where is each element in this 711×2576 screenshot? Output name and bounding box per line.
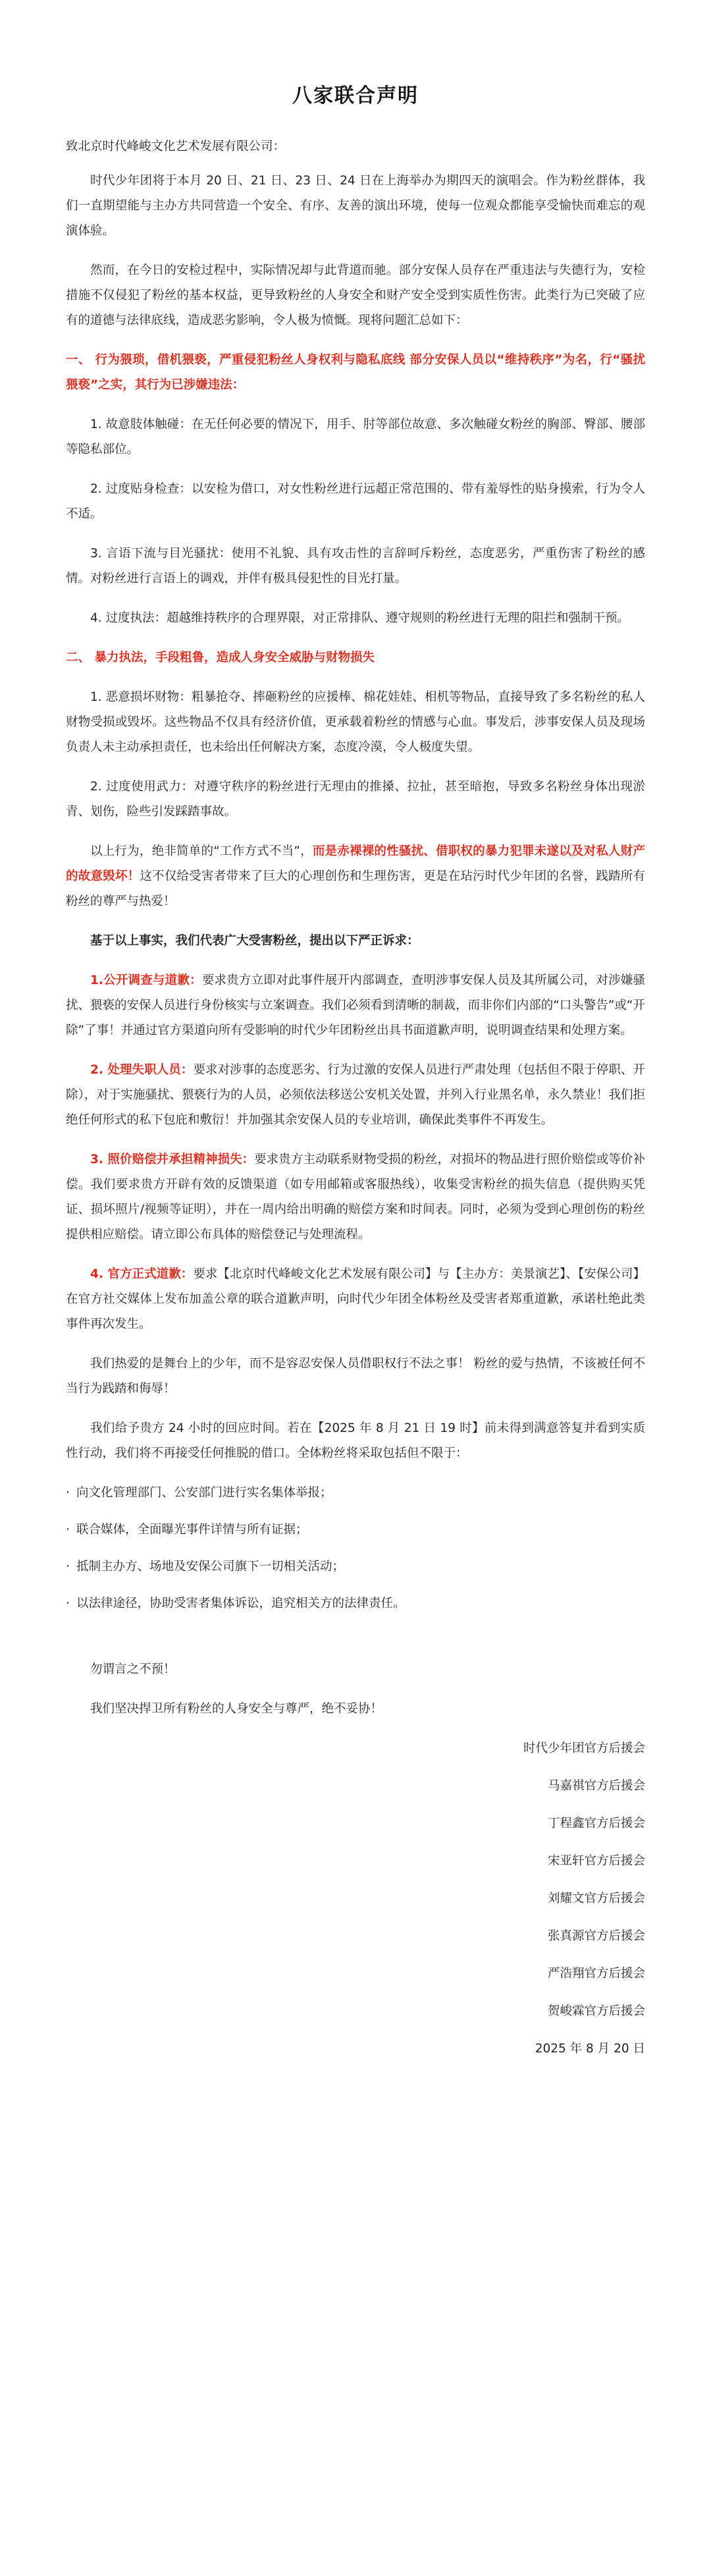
signatory: 严浩翔官方后援会 — [547, 1967, 645, 1981]
summary-highlight: 而是赤裸裸的性骚扰、借职权的暴力犯罪未遂以及对私人财产的故意毁坏！ — [66, 844, 646, 883]
bullet-dot-icon: · — [66, 1597, 70, 1610]
signature-block — [66, 1736, 645, 2062]
list-item: 2. 过度使用武力：对遵守秩序的粉丝进行无理由的推搡、拉扯，甚至暗抱，导致多名粉丝身体出现淤青、划伤，险些引发踩踏事故。 — [66, 780, 645, 819]
demand-text: 要求贵方主动联系财物受损的粉丝，对损坏的物品进行照价赔偿或等价补偿。我们要求贵方开辟有效的反馈渠道（如专用邮箱或客服热线），收集受害粉丝的损失信息（提供购买凭证、损坏照片/视频等证明），并在一周内给出明确的赔偿方案和时间表。同时，必须为受到心理创伤的粉丝提供相应赔偿。请立即公布具体的赔偿登记与处理流程。 — [66, 1153, 645, 1242]
signatory: 贺峻霖官方后援会 — [547, 2004, 645, 2018]
signatory: 马嘉祺官方后援会 — [547, 1779, 645, 1793]
demands-intro: 基于以上事实，我们代表广大受害粉丝，提出以下严正诉求： — [90, 934, 419, 948]
final-line: 我们坚决捍卫所有粉丝的人身安全与尊严，绝不妥协！ — [90, 1702, 383, 1716]
bullet-dot-icon: · — [66, 1560, 70, 1574]
action-text: 以法律途径，协助受害者集体诉讼，追究相关方的法律责任。 — [76, 1597, 406, 1610]
demand-item — [66, 1147, 645, 1247]
section-heading: 二、 暴力执法，手段粗鲁，造成人身安全威胁与财物损失 — [66, 651, 375, 665]
signatory: 丁程鑫官方后援会 — [547, 1817, 645, 1830]
list-item: 1. 故意肢体触碰：在无任何必要的情况下，用手、肘等部位故意、多次触碰女粉丝的胸部、臀部、腰部等隐私部位。 — [66, 418, 645, 456]
list-item: 1. 恶意损坏财物：粗暴抢夺、摔砸粉丝的应援棒、棉花娃娃、相机等物品，直接导致了多名粉丝的私人财物受损或毁坏。这些物品不仅具有经济价值，更承载着粉丝的情感与心血。事发后，涉事安保人员及现场负责人未主动承担责任，也未给出任何解决方案，态度冷漠，令人极度失望。 — [66, 690, 645, 754]
list-item: 2. 过度贴身检查：以安检为借口，对女性粉丝进行远超正常范围的、带有羞辱性的贴身摸索，行为令人不适。 — [66, 482, 645, 521]
signatory: 张真源官方后援会 — [547, 1929, 645, 1943]
demand-item — [66, 1262, 645, 1337]
summary-lead: 以上行为，绝非简单的“工作方式不当”， — [90, 844, 313, 858]
intro-paragraph: 时代少年团将于本月 20 日、21 日、23 日、24 日在上海举办为期四天的演唱会。作为粉丝群体，我们一直期望能与主办方共同营造一个安全、有序、友善的演出环境，使每一位观众都能享受愉快而难忘的观演体验。 — [66, 174, 645, 238]
action-item — [66, 1518, 645, 1543]
demand-text: 要求【北京时代峰峻文化艺术发展有限公司】与【主办方：美景演艺】、【安保公司】在官方社交媒体上发布加盖公章的联合道歉声明，向时代少年团全体粉丝及受害者郑重道歉，承诺杜绝此类事件再次发生。 — [66, 1267, 645, 1331]
demand-item — [66, 1058, 645, 1133]
intro-paragraph: 然而，在今日的安检过程中，实际情况却与此背道而驰。部分安保人员存在严重违法与失德行为，安检措施不仅侵犯了粉丝的基本权益，更导致粉丝的人身安全和财产安全受到实质性伤害。此类行为已突破了应有的道德与法律底线，造成恶劣影响，令人极为愤慨。现将问题汇总如下： — [66, 263, 645, 327]
closing-paragraph: 我们给予贵方 24 小时的回应时间。若在【2025 年 8 月 21 日 19 时】前未得到满意答复并看到实质性行动，我们将不再接受任何推脱的借口。全体粉丝将采取包括但不限于： — [66, 1421, 645, 1460]
action-text: 抵制主办方、场地及安保公司旗下一切相关活动； — [76, 1560, 345, 1574]
statement-date: 2025 年 8 月 20 日 — [535, 2042, 645, 2056]
demand-text: 要求贵方立即对此事件展开内部调查，查明涉事安保人员及其所属公司，对涉嫌骚扰、猥亵的安保人员进行身份核实与立案调查。我们必须看到清晰的制裁，而非你们内部的“口头警告”或“开除”了事！并通过官方渠道向所有受影响的时代少年团粉丝出具书面道歉声明，说明调查结果和处理方案。 — [66, 973, 645, 1037]
demand-text: 要求对涉事的态度恶劣、行为过激的安保人员进行严肃处理（包括但不限于停职、开除），对于实施骚扰、猥亵行为的人员，必须依法移送公安机关处置，并列入行业黑名单，永久禁业！我们拒绝任何形式的私下包庇和敷衍！并加强其余安保人员的专业培训，确保此类事件不再发生。 — [66, 1063, 645, 1127]
list-item: 4. 过度执法：超越维持秩序的合理界限，对正常排队、遵守规则的粉丝进行无理的阻拦和强制干预。 — [90, 611, 630, 625]
action-text: 向文化管理部门、公安部门进行实名集体举报； — [76, 1486, 332, 1500]
section-heading: 一、 行为猥琐，借机猥亵，严重侵犯粉丝人身权利与隐私底线 部分安保人员以“维持秩序”为名，行“骚扰猥亵”之实，其行为已涉嫌违法： — [66, 353, 645, 392]
closing-paragraph: 我们热爱的是舞台上的少年，而不是容忍安保人员借职权行不法之事！ 粉丝的爱与热情，不该被任何不当行为践踏和侮辱！ — [66, 1357, 645, 1396]
signatory: 刘耀文官方后援会 — [547, 1892, 645, 1905]
spacer — [66, 1631, 645, 1657]
final-line: 勿谓言之不预！ — [90, 1662, 176, 1676]
action-item — [66, 1481, 645, 1506]
bullet-dot-icon: · — [66, 1486, 70, 1500]
demand-label: 2. 处理失职人员： — [90, 1063, 194, 1077]
salutation: 致北京时代峰峻文化艺术发展有限公司： — [66, 140, 286, 153]
demand-label: 3. 照价赔偿并承担精神损失： — [90, 1153, 255, 1166]
list-item: 3. 言语下流与目光骚扰：使用不礼貌、具有攻击性的言辞呵斥粉丝，态度恶劣，严重伤害了粉丝的感情。对粉丝进行言语上的调戏，并伴有极具侵犯性的目光打量。 — [66, 547, 645, 586]
action-item — [66, 1591, 645, 1616]
demand-label: 4. 官方正式道歉： — [90, 1267, 194, 1281]
action-item — [66, 1554, 645, 1579]
action-text: 联合媒体，全面曝光事件详情与所有证据； — [76, 1523, 308, 1537]
signatory: 宋亚轩官方后援会 — [547, 1854, 645, 1868]
summary-paragraph — [66, 839, 645, 914]
demand-label: 1.公开调查与道歉： — [90, 973, 202, 987]
action-list — [66, 1481, 645, 1616]
summary-tail: 这不仅给受害者带来了巨大的心理创伤和生理伤害，更是在玷污时代少年团的名誉，践踏所有粉丝的尊严与热爱！ — [66, 869, 645, 908]
demand-item — [66, 968, 645, 1043]
signatory: 时代少年团官方后援会 — [523, 1741, 645, 1755]
page-title: 八家联合声明 — [292, 84, 419, 107]
bullet-dot-icon: · — [66, 1523, 70, 1537]
